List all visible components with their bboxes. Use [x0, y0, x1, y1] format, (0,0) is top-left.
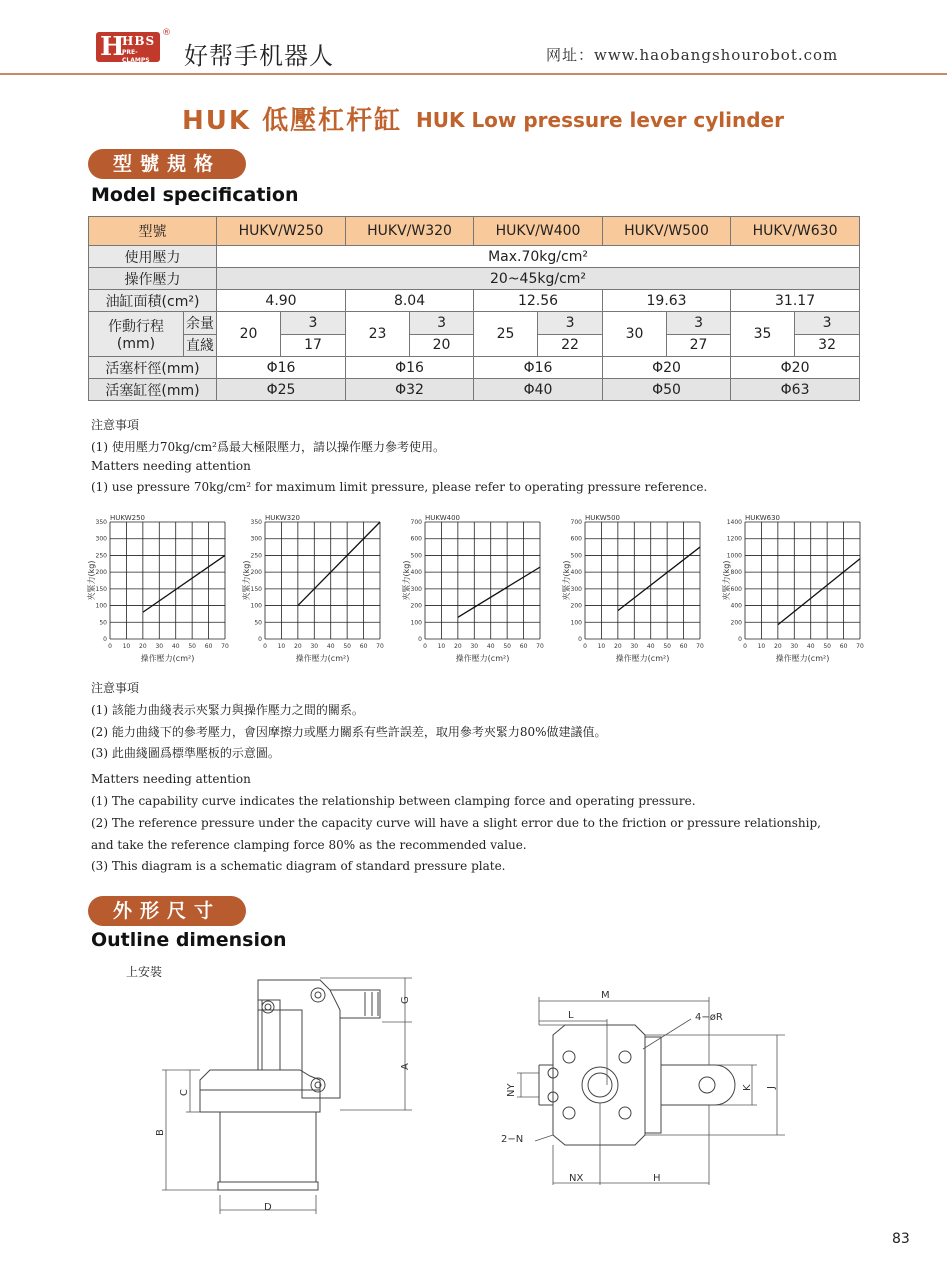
header-cell: HUKV/W250 [217, 217, 346, 246]
row-label: 活塞缸徑(mm) [89, 379, 217, 401]
y-tick-label: 600 [570, 535, 582, 543]
x-tick-label: 30 [470, 643, 479, 650]
table-row [89, 379, 860, 401]
company-logo [96, 32, 160, 62]
dim-label-m: M [601, 990, 610, 1001]
table-cell: Φ16 [346, 357, 474, 379]
y-tick-label: 100 [410, 619, 422, 627]
chart-title: HUKW500 [585, 514, 621, 522]
section-pill-outline: 外形尺寸 [88, 896, 246, 926]
x-tick-label: 20 [294, 643, 302, 650]
y-tick-label: 0 [103, 636, 107, 643]
dim-label-nx: NX [569, 1173, 584, 1184]
header-cell: 型號 [89, 217, 217, 246]
capability-chart [243, 512, 388, 667]
table-row [89, 312, 860, 335]
chart-title: HUKW250 [110, 514, 146, 522]
notes-line-en: and take the reference clamping force 80% as the recommended value. [91, 838, 527, 852]
stroke-label: 作動行程(mm) [108, 319, 164, 352]
logo-subtext: PRE-CLAMPS [122, 49, 150, 64]
notes-line-en: (3) This diagram is a schematic diagram of standard pressure plate. [91, 859, 506, 873]
y-tick-label: 250 [95, 552, 107, 560]
x-tick-label: 10 [437, 643, 446, 650]
x-axis-label: 操作壓力(cm²) [140, 654, 195, 663]
x-tick-label: 70 [376, 643, 384, 650]
cylinder-body [220, 1112, 316, 1182]
y-tick-label: 0 [418, 636, 422, 643]
table-cell: 19.63 [603, 290, 731, 312]
notes-line-en: (1) The capability curve indicates the relationship between clamping force and operating pressure. [91, 794, 696, 808]
table-row [89, 357, 860, 379]
x-tick-label: 10 [757, 643, 766, 650]
x-tick-label: 70 [221, 643, 229, 650]
page-number: 83 [892, 1231, 910, 1247]
table-cell: 23 [346, 312, 410, 357]
table-cell: 3 [281, 312, 346, 335]
y-tick-label: 100 [95, 602, 107, 610]
x-tick-label: 40 [171, 643, 180, 650]
header-cell: HUKV/W630 [731, 217, 860, 246]
table-cell: Φ32 [346, 379, 474, 401]
x-tick-label: 40 [486, 643, 495, 650]
x-tick-label: 30 [310, 643, 319, 650]
table-cell: 22 [538, 334, 603, 357]
y-tick-label: 300 [250, 535, 262, 543]
x-tick-label: 50 [343, 643, 351, 650]
page-title-en: HUK Low pressure lever cylinder [416, 108, 784, 132]
table-cell: Φ20 [731, 357, 860, 379]
table-cell: 30 [603, 312, 667, 357]
y-tick-label: 250 [250, 552, 262, 560]
table-cell: Φ20 [603, 357, 731, 379]
table-cell: 3 [538, 312, 603, 335]
section-heading-spec: Model specification [91, 184, 299, 206]
logo-text: HBS [122, 34, 156, 48]
notes-title-en: Matters needing attention [91, 459, 251, 473]
mount-label: 上安裝 [126, 965, 163, 979]
notes-title-cn: 注意事項 [91, 418, 140, 432]
top-view-drawing [495, 985, 785, 1195]
y-tick-label: 150 [250, 585, 262, 593]
x-axis-label: 操作壓力(cm²) [455, 654, 510, 663]
header-divider [0, 73, 947, 75]
row-label: 活塞杆徑(mm) [89, 357, 217, 379]
y-tick-label: 200 [95, 569, 107, 577]
x-tick-label: 70 [696, 643, 704, 650]
x-tick-label: 70 [856, 643, 864, 650]
x-axis-label: 操作壓力(cm²) [775, 654, 830, 663]
y-tick-label: 700 [570, 519, 582, 526]
y-tick-label: 200 [250, 569, 262, 577]
y-tick-label: 0 [578, 636, 582, 643]
table-cell: 27 [667, 334, 731, 357]
table-cell: 35 [731, 312, 795, 357]
x-tick-label: 30 [630, 643, 639, 650]
series-line [458, 567, 540, 617]
x-axis-label: 操作壓力(cm²) [615, 654, 670, 663]
dim-label-l: L [568, 1010, 574, 1021]
y-axis-label: 夾緊力(kg) [562, 560, 571, 601]
notes-line-cn: (1) 使用壓力70kg/cm²爲最大極限壓力，請以操作壓力參考使用。 [91, 440, 445, 454]
x-tick-label: 40 [326, 643, 335, 650]
x-tick-label: 30 [790, 643, 799, 650]
chart-title: HUKW320 [265, 514, 301, 522]
capability-chart [403, 512, 548, 667]
x-tick-label: 50 [188, 643, 196, 650]
y-tick-label: 700 [410, 519, 422, 526]
x-tick-label: 50 [823, 643, 831, 650]
dim-label-d: D [264, 1202, 272, 1213]
table-cell: 17 [281, 334, 346, 357]
x-tick-label: 10 [597, 643, 606, 650]
row-label: 油缸面積(cm²) [89, 290, 217, 312]
table-row [89, 290, 860, 312]
registered-mark: ® [162, 28, 171, 38]
y-tick-label: 300 [95, 535, 107, 543]
y-tick-label: 150 [95, 585, 107, 593]
x-tick-label: 20 [454, 643, 462, 650]
table-cell: 31.17 [731, 290, 860, 312]
stroke-sub-straight: 直綫 [186, 338, 214, 355]
y-tick-label: 200 [730, 619, 742, 627]
table-cell: Max.70kg/cm² [217, 246, 860, 268]
notes-line-cn: (3) 此曲綫圖爲標準壓板的示意圖。 [91, 746, 280, 760]
stroke-sub-margin: 余量 [184, 312, 216, 335]
series-line [143, 555, 225, 612]
y-tick-label: 200 [570, 602, 582, 610]
series-line [778, 559, 860, 625]
dim-label-n: 2−N [501, 1134, 524, 1145]
table-cell: Φ16 [217, 357, 346, 379]
y-tick-label: 400 [570, 569, 582, 577]
brand-name: 好帮手机器人 [184, 42, 334, 70]
y-tick-label: 500 [570, 552, 582, 560]
table-cell: Φ50 [603, 379, 731, 401]
x-tick-label: 10 [277, 643, 286, 650]
y-axis-label: 夾緊力(kg) [722, 560, 731, 601]
table-header-row [89, 217, 860, 246]
x-tick-label: 60 [359, 643, 368, 650]
side-view-drawing [150, 970, 420, 1220]
y-tick-label: 1400 [726, 519, 742, 526]
row-label [89, 312, 217, 357]
table-cell: 4.90 [217, 290, 346, 312]
chart-title: HUKW400 [425, 514, 461, 522]
x-tick-label: 60 [679, 643, 688, 650]
base-plate [553, 1025, 645, 1145]
x-axis-label: 操作壓力(cm²) [295, 654, 350, 663]
table-cell: 32 [795, 334, 860, 357]
section-heading-outline: Outline dimension [91, 929, 287, 951]
x-tick-label: 20 [614, 643, 622, 650]
y-tick-label: 350 [250, 519, 262, 526]
series-line [298, 522, 380, 606]
row-label: 操作壓力 [89, 268, 217, 290]
dim-label-a: A [400, 1063, 411, 1070]
series-line [618, 547, 700, 611]
table-cell: Φ63 [731, 379, 860, 401]
header-cell: HUKV/W320 [346, 217, 474, 246]
header-cell: HUKV/W400 [474, 217, 603, 246]
y-tick-label: 100 [250, 602, 262, 610]
y-axis-label: 夾緊力(kg) [87, 560, 96, 601]
table-cell: 20 [217, 312, 281, 357]
x-tick-label: 0 [743, 643, 747, 650]
x-tick-label: 60 [839, 643, 848, 650]
y-tick-label: 600 [410, 535, 422, 543]
page-title-cn: HUK 低壓杠杆缸 [182, 106, 403, 136]
dim-label-j: J [766, 1086, 777, 1089]
capability-chart [723, 512, 868, 667]
notes-title-en: Matters needing attention [91, 772, 251, 786]
capability-chart [88, 512, 233, 667]
y-axis-label: 夾緊力(kg) [402, 560, 411, 601]
x-tick-label: 40 [806, 643, 815, 650]
logo-letter: H [100, 32, 125, 62]
dim-label-k: K [742, 1084, 753, 1091]
notes-line-en: (1) use pressure 70kg/cm² for maximum limit pressure, please refer to operating pressure reference. [91, 480, 708, 494]
table-cell: 20~45kg/cm² [217, 268, 860, 290]
dim-label-h: H [653, 1173, 661, 1184]
y-tick-label: 0 [258, 636, 262, 643]
x-tick-label: 70 [536, 643, 544, 650]
spec-table [88, 216, 860, 401]
dim-label-c: C [179, 1089, 190, 1096]
y-tick-label: 50 [254, 619, 262, 627]
row-label: 使用壓力 [89, 246, 217, 268]
table-cell: 3 [410, 312, 474, 335]
lever [258, 980, 340, 1098]
table-cell: 12.56 [474, 290, 603, 312]
dim-label-r: 4−øR [695, 1012, 723, 1023]
y-tick-label: 200 [410, 602, 422, 610]
table-row [89, 246, 860, 268]
table-cell: 8.04 [346, 290, 474, 312]
header-cell: HUKV/W500 [603, 217, 731, 246]
dim-label-ny: NY [506, 1083, 517, 1097]
x-tick-label: 0 [263, 643, 267, 650]
x-tick-label: 10 [122, 643, 131, 650]
y-tick-label: 400 [730, 602, 742, 610]
x-tick-label: 0 [108, 643, 112, 650]
y-tick-label: 1000 [726, 552, 742, 560]
y-tick-label: 1200 [726, 535, 742, 543]
chart-title: HUKW630 [745, 514, 781, 522]
table-cell: 3 [795, 312, 860, 335]
table-cell: 20 [410, 334, 474, 357]
table-cell: Φ25 [217, 379, 346, 401]
x-tick-label: 40 [646, 643, 655, 650]
y-axis-label: 夾緊力(kg) [242, 560, 251, 601]
section-pill-spec: 型號規格 [88, 149, 246, 179]
y-tick-label: 50 [99, 619, 107, 627]
dim-label-g: G [400, 996, 411, 1004]
y-tick-label: 300 [410, 585, 422, 593]
capability-chart [563, 512, 708, 667]
table-cell: Φ16 [474, 357, 603, 379]
y-tick-label: 800 [730, 569, 742, 577]
notes-line-en: (2) The reference pressure under the capacity curve will have a slight error due to the friction or pressure relationship, [91, 816, 821, 830]
x-tick-label: 50 [663, 643, 671, 650]
y-tick-label: 100 [570, 619, 582, 627]
x-tick-label: 50 [503, 643, 511, 650]
table-cell: 25 [474, 312, 538, 357]
dim-label-b: B [155, 1129, 166, 1136]
x-tick-label: 60 [204, 643, 213, 650]
y-tick-label: 400 [410, 569, 422, 577]
notes-line-cn: (1) 該能力曲綫表示夾緊力與操作壓力之間的關系。 [91, 703, 364, 717]
x-tick-label: 30 [155, 643, 164, 650]
x-tick-label: 20 [139, 643, 147, 650]
y-tick-label: 500 [410, 552, 422, 560]
y-tick-label: 600 [730, 585, 742, 593]
table-cell: Φ40 [474, 379, 603, 401]
notes-title-cn: 注意事項 [91, 681, 140, 695]
x-tick-label: 0 [583, 643, 587, 650]
y-tick-label: 0 [738, 636, 742, 643]
table-row [89, 268, 860, 290]
website-url: 网址：www.haobangshourobot.com [546, 46, 839, 64]
notes-line-cn: (2) 能力曲綫下的參考壓力，會因摩擦力或壓力關系有些許誤差，取用參考夾緊力80%做建議值。 [91, 725, 607, 739]
x-tick-label: 60 [519, 643, 528, 650]
x-tick-label: 0 [423, 643, 427, 650]
lever-arm [661, 1065, 735, 1105]
x-tick-label: 20 [774, 643, 782, 650]
table-cell: 3 [667, 312, 731, 335]
y-tick-label: 350 [95, 519, 107, 526]
y-tick-label: 300 [570, 585, 582, 593]
